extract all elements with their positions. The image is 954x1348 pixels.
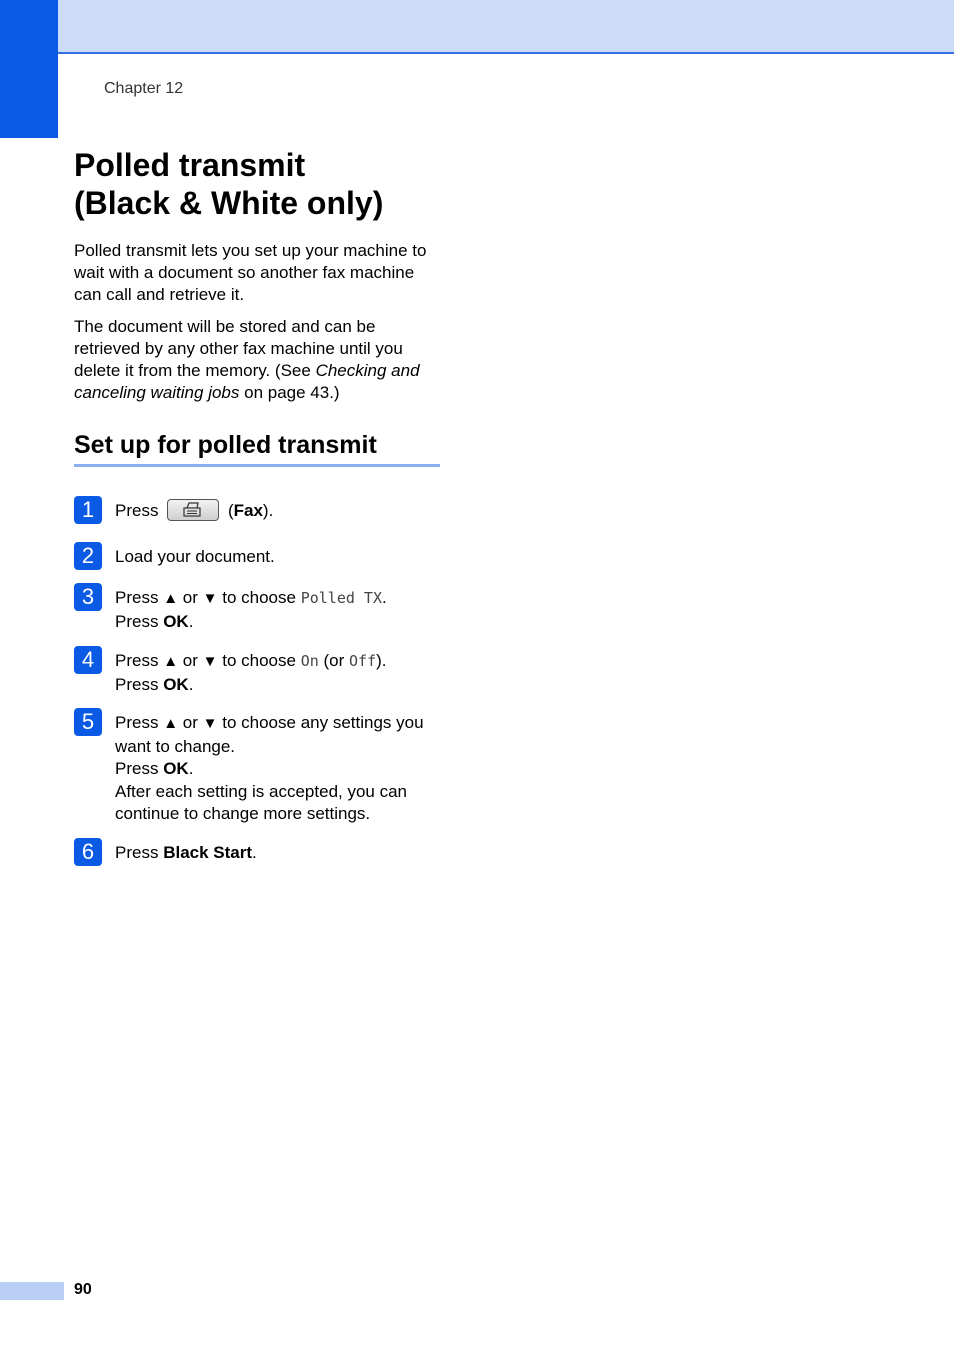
header-band — [58, 0, 954, 54]
up-arrow-icon: ▲ — [163, 715, 179, 732]
paren: ). — [262, 501, 274, 520]
step-note: After each setting is accepted, you can continue to change more settings. — [115, 781, 408, 823]
title-line-1: Polled transmit — [74, 147, 306, 183]
choose-text: to choose — [222, 651, 296, 670]
lcd-option: On — [300, 652, 319, 670]
or-text: (or — [323, 651, 345, 670]
lcd-option: Polled TX — [300, 589, 382, 607]
period: . — [252, 843, 257, 862]
or-text: or — [182, 651, 198, 670]
step-number: 5 — [74, 708, 102, 736]
ok-key-label: OK — [163, 759, 189, 778]
period: . — [382, 588, 387, 607]
period: . — [188, 674, 194, 694]
step-number: 1 — [74, 496, 102, 524]
lcd-option: Off — [349, 652, 377, 670]
cross-reference: Checking and canceling waiting jobs — [74, 361, 420, 402]
step-verb: Press — [115, 501, 159, 520]
intro-paragraph-1: Polled transmit lets you set up your machine to wait with a document so another fax machine can call and retrieve it. — [74, 241, 427, 304]
step-text — [115, 842, 455, 865]
step-text — [115, 500, 455, 523]
down-arrow-icon: ▼ — [202, 715, 218, 732]
step-text — [115, 587, 455, 633]
choose-text: to choose any settings you want to change. — [115, 713, 424, 756]
black-start-key-label: Black Start — [163, 843, 253, 862]
step-verb: Press — [115, 651, 159, 670]
chapter-label: Chapter 12 — [104, 80, 184, 97]
intro-text-end: on page 43.) — [239, 383, 340, 402]
down-arrow-icon: ▼ — [202, 590, 218, 607]
paren: ( — [227, 501, 234, 520]
page-title — [74, 146, 383, 222]
period: . — [188, 759, 194, 778]
step-verb: Press — [115, 674, 159, 694]
page-number: 90 — [74, 1281, 92, 1298]
paren: ). — [376, 651, 387, 670]
step-text — [115, 650, 455, 696]
section-title: Set up for polled transmit — [74, 430, 440, 467]
up-arrow-icon: ▲ — [163, 653, 179, 670]
step-verb: Press — [115, 611, 159, 631]
down-arrow-icon: ▼ — [202, 653, 218, 670]
ok-key-label: OK — [163, 611, 189, 631]
step-verb: Press — [115, 843, 159, 862]
ok-key-label: OK — [163, 674, 189, 694]
step-verb: Press — [115, 588, 159, 607]
step-number: 3 — [74, 583, 102, 611]
step-number: 6 — [74, 838, 102, 866]
choose-text: to choose — [222, 588, 296, 607]
intro-paragraph-2 — [74, 316, 446, 404]
step-text: Load your document. — [115, 547, 275, 566]
or-text: or — [182, 588, 198, 607]
page-number-bar — [0, 1282, 64, 1300]
step-number: 2 — [74, 542, 102, 570]
fax-key-label: Fax — [233, 501, 263, 520]
up-arrow-icon: ▲ — [163, 590, 179, 607]
period: . — [188, 611, 194, 631]
intro-text: The document will be stored and can be retrieved by any other fax machine until you delete it from the memory. (See — [74, 317, 403, 380]
step-text — [115, 712, 455, 826]
title-line-2: (Black & White only) — [74, 185, 384, 221]
chapter-tab — [0, 0, 58, 138]
fax-button-icon — [167, 499, 219, 521]
step-verb: Press — [115, 713, 159, 732]
step-verb: Press — [115, 759, 159, 778]
or-text: or — [182, 713, 198, 732]
step-number: 4 — [74, 646, 102, 674]
